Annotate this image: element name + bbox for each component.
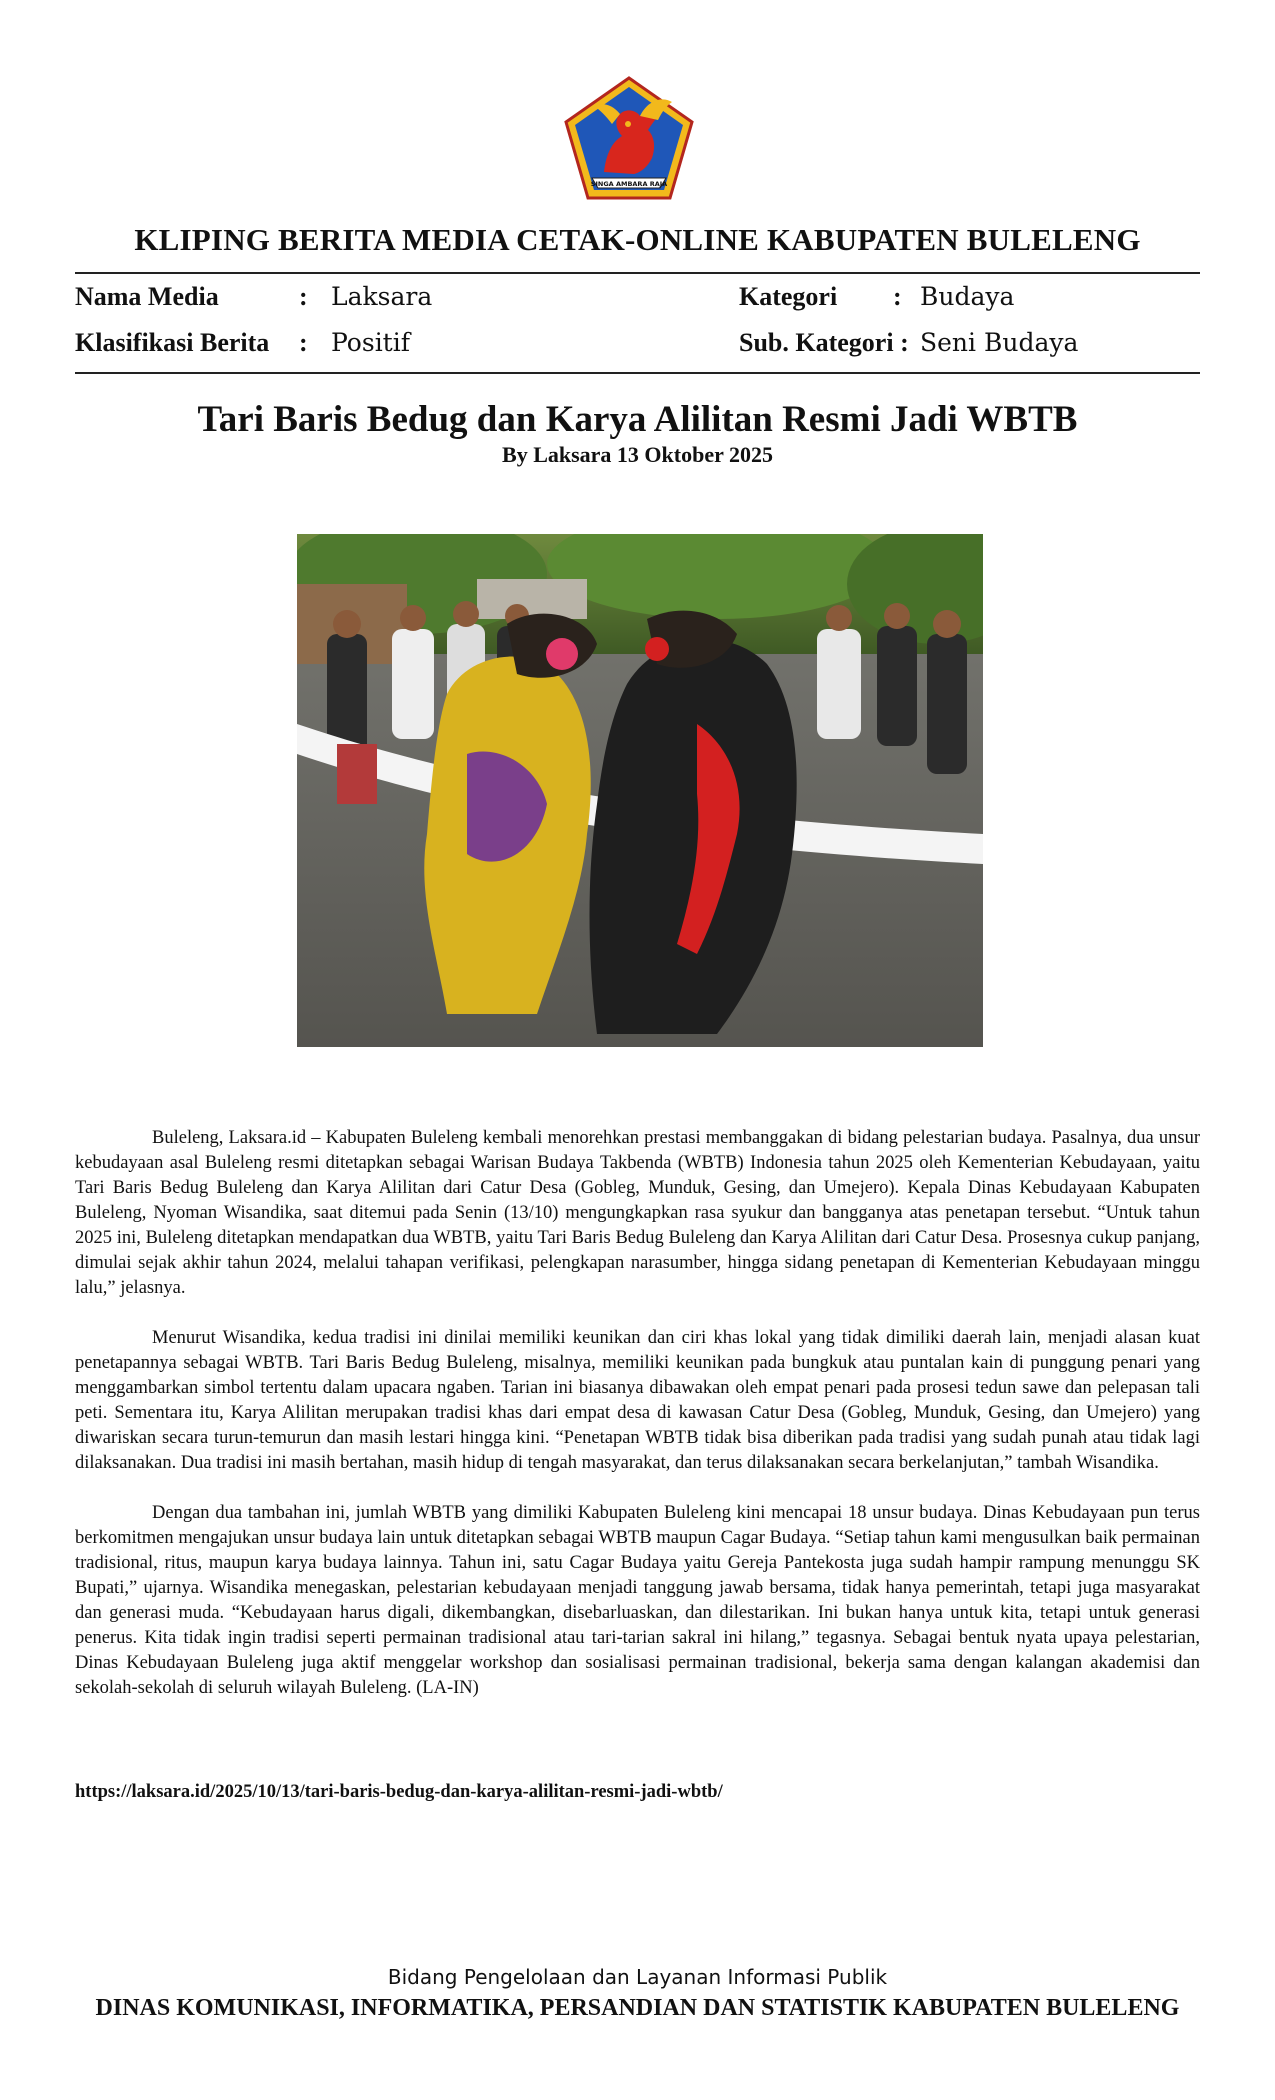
footer-subtitle: Bidang Pengelolaan dan Layanan Informasi Publik (387, 1965, 888, 1989)
media-name-value: Laksara (331, 282, 433, 311)
klasifikasi-colon: : (299, 328, 308, 357)
kategori-colon: : (893, 282, 902, 311)
crest-motto: SINGA AMBARA RAJA (590, 180, 668, 188)
article-paragraph: Menurut Wisandika, kedua tradisi ini dinilai memiliki keunikan dan ciri khas lokal yang tidak dimiliki daerah lain, menjadi alasan kuat penetapannya sebagai WBTB. Tari Baris Bedug Buleleng, misalnya, memiliki keunikan pada bungkuk atau puntalan kain di punggung penari yang menggambarkan simbol tertentu dalam upacara ngaben. Tarian ini biasanya dibawakan oleh empat penari pada prosesi tedun sawe dan pelepasan tali peti. Sementara itu, Karya Alilitan merupakan tradisi khas dari empat desa di kawasan Catur Desa (Gobleg, Munduk, Gesing, dan Umejero) yang diwariskan secara turun-temurun dan masih lestari hingga kini. “Penetapan WBTB tidak bisa diberikan pada tradisi yang sudah punah atau tidak lagi dilaksanakan. Dua tradisi ini masih bertahan, masih hidup di tengah masyarakat, dan terus dilaksanakan secara berkelanjutan,” tambah Wisandika. (75, 1328, 1200, 1473)
header-bottom-rule (75, 372, 1200, 374)
article-photo (297, 534, 983, 1047)
clipping-header-title: KLIPING BERITA MEDIA CETAK-ONLINE KABUPATEN BULELENG (134, 222, 1141, 257)
article-title: Tari Baris Bedug dan Karya Alilitan Resmi Jadi WBTB (197, 399, 1078, 440)
subkategori-label: Sub. Kategori : (739, 328, 909, 357)
media-name-colon: : (299, 282, 308, 311)
article-paragraph: Dengan dua tambahan ini, jumlah WBTB yang dimiliki Kabupaten Buleleng kini mencapai 18 unsur budaya. Dinas Kebudayaan pun terus berkomitmen mengajukan unsur budaya lain untuk ditetapkan sebagai WBTB maupun Cagar Budaya. “Setiap tahun kami mengusulkan baik permainan tradisional, ritus, maupun karya budaya lainnya. Tahun ini, satu Cagar Budaya yaitu Gereja Pantekosta juga sudah hampir rampung menunggu SK Bupati,” ujarnya. Wisandika menegaskan, pelestarian kebudayaan menjadi tanggung jawab bersama, tidak hanya pemerintah, tetapi juga masyarakat dan generasi muda. “Kebudayaan harus digali, dikembangkan, disebarluaskan, dan dilestarikan. Ini bukan hanya untuk kita, tetapi untuk generasi penerus. Kita tidak ingin tradisi seperti permainan tradisional atau tari-tarian sakral ini hilang,” tegasnya. Sebagai bentuk nyata upaya pelestarian, Dinas Kebudayaan Buleleng juga aktif menggelar workshop dan sosialisasi permainan tradisional, bekerja sama dengan kalangan akademisi dan sekolah-sekolah di seluruh wilayah Buleleng. (LA-IN) (75, 1503, 1200, 1698)
media-name-label: Nama Media (75, 282, 219, 311)
kategori-label: Kategori (739, 282, 838, 311)
article-byline: By Laksara 13 Oktober 2025 (502, 442, 773, 467)
header-top-rule (75, 272, 1200, 274)
footer-title: DINAS KOMUNIKASI, INFORMATIKA, PERSANDIAN DAN STATISTIK KABUPATEN BULELENG (95, 1995, 1180, 2021)
subkategori-value: Seni Budaya (920, 328, 1079, 357)
article-body (75, 1126, 1200, 1726)
klasifikasi-label: Klasifikasi Berita (75, 328, 270, 357)
metadata-block (75, 278, 1200, 368)
source-url-link[interactable]: https://laksara.id/2025/10/13/tari-baris-bedug-dan-karya-alilitan-resmi-jadi-wbtb/ (75, 1782, 723, 1802)
kategori-value: Budaya (920, 282, 1015, 311)
klasifikasi-value: Positif (331, 328, 410, 357)
article-paragraph: Buleleng, Laksara.id – Kabupaten Buleleng kembali menorehkan prestasi membanggakan di bidang pelestarian budaya. Pasalnya, dua unsur kebudayaan asal Buleleng resmi ditetapkan sebagai Warisan Budaya Takbenda (WBTB) Indonesia tahun 2025 oleh Kementerian Kebudayaan, yaitu Tari Baris Bedug Buleleng dan Karya Alilitan dari Catur Desa (Gobleg, Munduk, Gesing, dan Umejero). Kepala Dinas Kebudayaan Kabupaten Buleleng, Nyoman Wisandika, saat ditemui pada Senin (13/10) mengungkapkan rasa syukur dan bangganya atas penetapan tersebut. “Untuk tahun 2025 ini, Buleleng ditetapkan mendapatkan dua WBTB, yaitu Tari Baris Bedug Buleleng dan Karya Alilitan dari Catur Desa. Prosesnya cukup panjang, dimulai sejak akhir tahun 2024, melalui tahapan verifikasi, pelengkapan narasumber, hingga sidang penetapan di Kementerian Kebudayaan minggu lalu,” jelasnya. (75, 1128, 1200, 1298)
buleleng-crest-icon (562, 74, 696, 202)
